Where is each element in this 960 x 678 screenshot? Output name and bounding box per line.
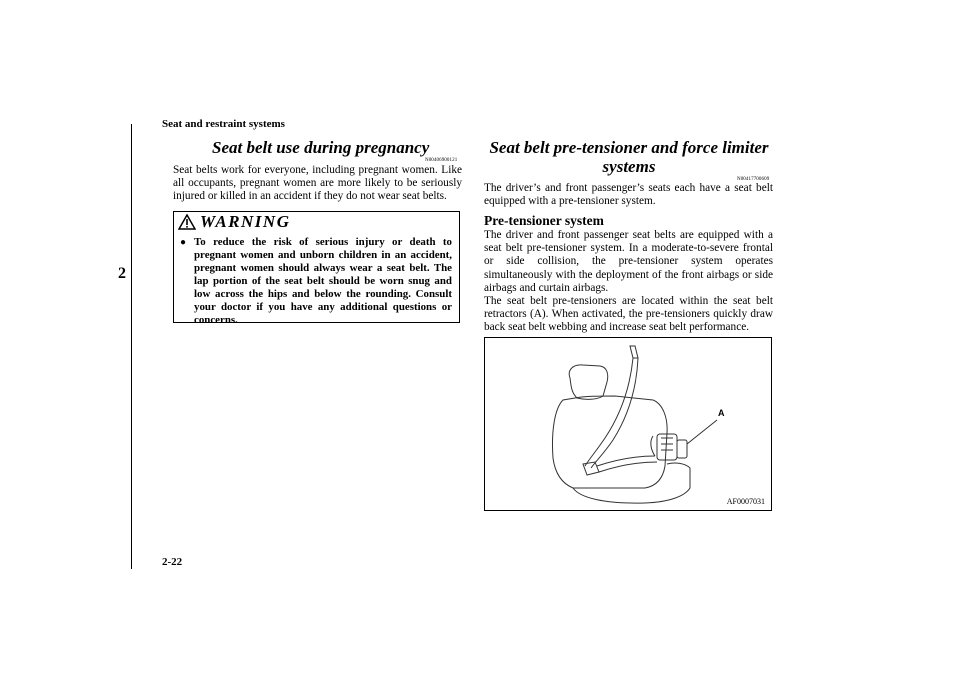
pretensioner-section-title: Seat belt pre-tensioner and force limiter systems	[489, 138, 769, 176]
pretensioner-intro-text: The driver’s and front passenger’s seats each have a seat belt equipped with a pre-tensioner system.	[484, 182, 773, 208]
warning-header	[174, 212, 459, 232]
callout-a: A	[718, 408, 725, 418]
warning-item	[180, 236, 452, 327]
chapter-number: 2	[118, 265, 126, 282]
section-header: Seat and restraint systems	[162, 118, 285, 130]
pretensioner-subheading: Pre-tensioner system	[484, 213, 604, 228]
pregnancy-section-title: Seat belt use during pregnancy	[212, 138, 430, 157]
warning-triangle-icon	[178, 214, 196, 230]
chapter-divider	[131, 124, 132, 569]
pretensioner-section-code: N00417700609	[737, 177, 770, 182]
bullet-icon: ●	[180, 237, 187, 248]
warning-box	[173, 211, 460, 326]
pretensioner-paragraph-2: The seat belt pre-tensioners are located within the seat belt retractors (A). When activated, the pre-tensioners quickly draw back seat belt webbing and increase seat belt performance.	[484, 295, 773, 334]
warning-text: To reduce the risk of serious injury or death to pregnant women and unborn children in an accident, pregnant women should always wear a seat belt. The lap portion of the seat belt should be worn snug and low across the hips and below the rounding. Consult your doctor if you have any additional questions or concerns.	[194, 236, 452, 326]
pregnancy-section-code: N00406900121	[425, 158, 458, 163]
seat-belt-drawing	[485, 338, 771, 510]
pregnancy-body-text: Seat belts work for everyone, including pregnant women. Like all occupants, pregnant women are more likely to be seriously injured or killed in an accident if they do not wear seat belts.	[173, 164, 462, 203]
warning-label: WARNING	[200, 212, 291, 231]
seat-belt-illustration	[484, 337, 772, 511]
page-number: 2-22	[162, 556, 183, 568]
pretensioner-body	[484, 229, 773, 335]
figure-code: AF0007031	[726, 497, 765, 506]
pretensioner-paragraph-1: The driver and front passenger seat belts are equipped with a seat belt pre-tensioner system. In a moderate-to-severe frontal or side collision, the pre-tensioner system operates simultaneously with the deployment of the front airbags or side airbags and curtain airbags.	[484, 229, 773, 294]
